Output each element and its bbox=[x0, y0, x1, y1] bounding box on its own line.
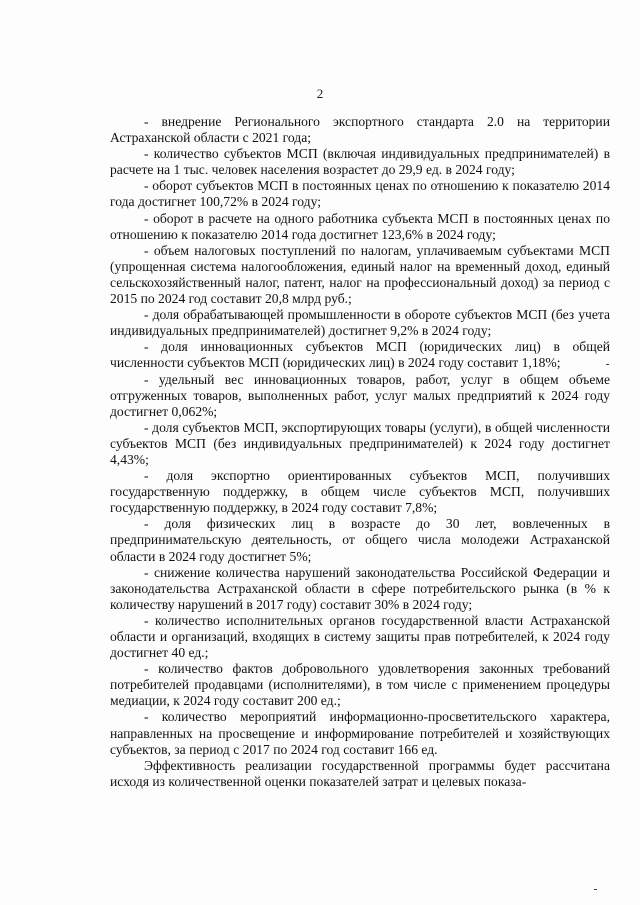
paragraph: - количество исполнительных органов государственной власти Астраханской области и организаций, входящих в систему защиты прав потребителей, к 2024 году достигнет 40 ед.; bbox=[110, 612, 610, 661]
paragraph: - количество фактов добровольного удовлетворения законных требований потребителей продавцами (исполнителями), в том числе с применением процедуры медиации, к 2024 году составит 200 ед.; bbox=[110, 661, 610, 709]
page-number: 2 bbox=[316, 86, 324, 101]
paragraph: - количество субъектов МСП (включая индивидуальных предпринимателей) в расчете на 1 тыс. человек населения возрастет до 29,9 ед. в 2024 году; bbox=[110, 146, 610, 178]
paragraph: - внедрение Регионального экспортного стандарта 2.0 на территории Астраханской области с 2021 года; bbox=[110, 114, 610, 146]
scan-speck bbox=[606, 364, 609, 365]
paragraph: - объем налоговых поступлений по налогам, уплачиваемым субъектами МСП (упрощенная система налогообложения, единый налог на временный доход, единый сельскохозяйственный налог, патент, налог на профессиональный доход) за период с 2015 по 2024 год составит 20,8 млрд руб.; bbox=[110, 242, 610, 307]
paragraph: - доля обрабатывающей промышленности в обороте субъектов МСП (без учета индивидуальных предпринимателей) достигнет 9,2% в 2024 году; bbox=[110, 307, 610, 339]
paragraph: - оборот в расчете на одного работника субъекта МСП в постоянных ценах по отношению к показателю 2014 года достигнет 123,6% в 2024 году; bbox=[110, 210, 610, 242]
paragraph: - доля экспортно ориентированных субъектов МСП, получивших государственную поддержку, в общем числе субъектов МСП, получивших государственную поддержку, в 2024 году составит 7,8%; bbox=[110, 468, 610, 516]
paragraph: - доля физических лиц в возрасте до 30 лет, вовлеченных в предпринимательскую деятельность, от общего числа молодежи Астраханской области в 2024 году достигнет 5%; bbox=[110, 516, 610, 564]
paragraph: Эффективность реализации государственной программы будет рассчитана исходя из количественной оценки показателей затрат и целевых показа- bbox=[110, 757, 610, 789]
paragraph: - доля инновационных субъектов МСП (юридических лиц) в общей численности субъектов МСП (юридических лиц) в 2024 году составит 1,18%; bbox=[110, 339, 610, 371]
paragraph: - количество мероприятий информационно-просветительского характера, направленных на просвещение и информирование потребителей и хозяйствующих субъектов, за период с 2017 по 2024 год составит 166 ед. bbox=[110, 709, 610, 757]
scan-speck bbox=[594, 889, 597, 890]
paragraph: - снижение количества нарушений законодательства Российской Федерации и законодательства Астраханской области в сфере потребительского рынка (в % к количеству нарушений в 2017 году) составит 30% в 2024 году; bbox=[110, 564, 610, 612]
paragraph: - оборот субъектов МСП в постоянных ценах по отношению к показателю 2014 года достигнет 100,72% в 2024 году; bbox=[110, 178, 610, 210]
document-body bbox=[110, 114, 610, 790]
paragraph: - доля субъектов МСП, экспортирующих товары (услуги), в общей численности субъектов МСП (без индивидуальных предпринимателей) к 2024 году достигнет 4,43%; bbox=[110, 419, 610, 467]
paragraph: - удельный вес инновационных товаров, работ, услуг в общем объеме отгруженных товаров, выполненных работ, услуг малых предприятий к 2024 году достигнет 0,062%; bbox=[110, 371, 610, 419]
